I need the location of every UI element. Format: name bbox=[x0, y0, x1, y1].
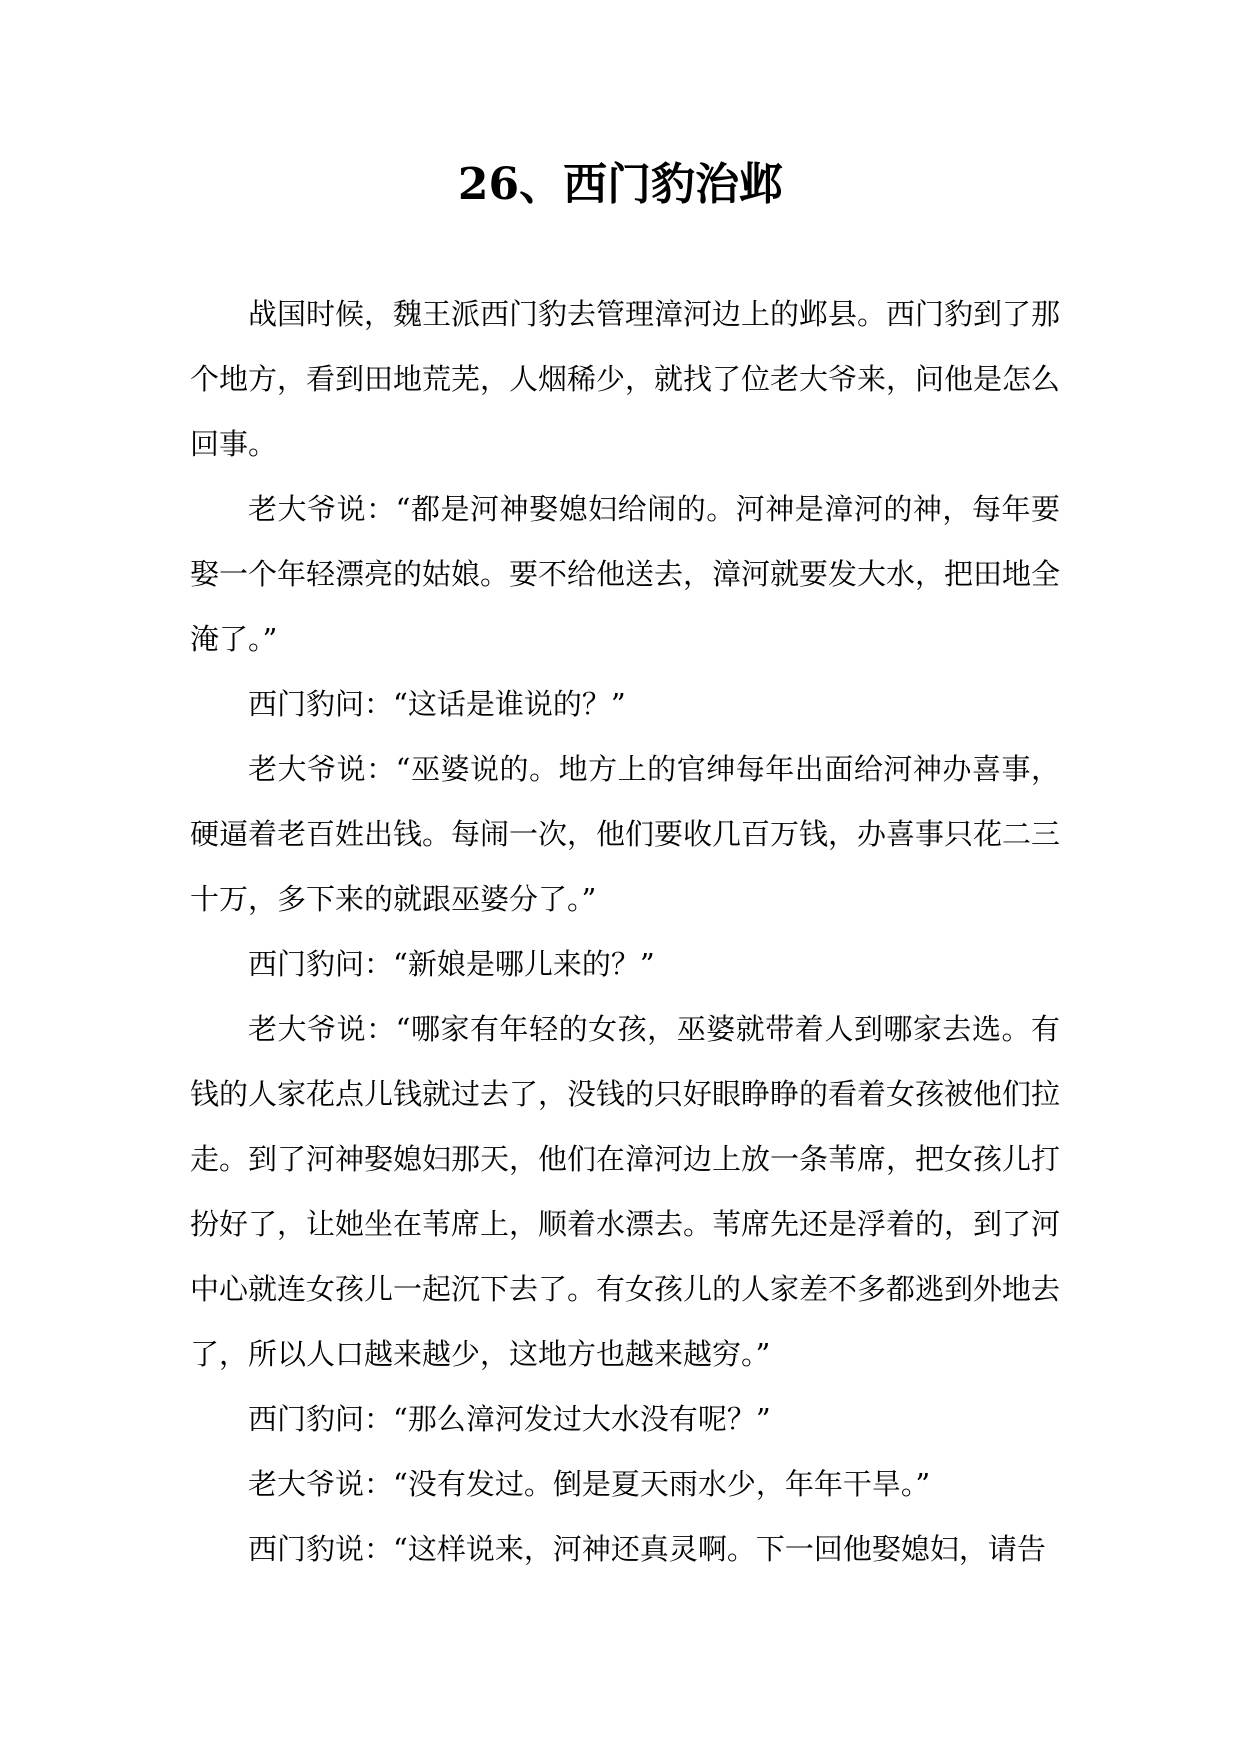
paragraph: 战国时候，魏王派西门豹去管理漳河边上的邺县。西门豹到了那个地方，看到田地荒芜，人烟稀少，就找了位老大爷来，问他是怎么回事。 bbox=[190, 297, 1061, 461]
paragraph: 老大爷说：“没有发过。倒是夏天雨水少，年年干旱。” bbox=[248, 1467, 931, 1501]
paragraph: 西门豹说：“这样说来，河神还真灵啊。下一回他娶媳妇，请告 bbox=[248, 1532, 1046, 1566]
paragraph: 老大爷说：“都是河神娶媳妇给闹的。河神是漳河的神，每年要娶一个年轻漂亮的姑娘。要不给他送去，漳河就要发大水，把田地全淹了。” bbox=[190, 492, 1061, 656]
paragraph: 老大爷说：“巫婆说的。地方上的官绅每年出面给河神办喜事，硬逼着老百姓出钱。每闹一次，他们要收几百万钱，办喜事只花二三十万，多下来的就跟巫婆分了。” bbox=[190, 752, 1061, 916]
document-body bbox=[190, 282, 1060, 1582]
paragraph: 西门豹问：“新娘是哪儿来的？” bbox=[248, 947, 655, 981]
paragraph: 老大爷说：“哪家有年轻的女孩，巫婆就带着人到哪家去选。有钱的人家花点儿钱就过去了，没钱的只好眼睁睁的看着女孩被他们拉走。到了河神娶媳妇那天，他们在漳河边上放一条苇席，把女孩儿打扮好了，让她坐在苇席上，顺着水漂去。苇席先还是浮着的，到了河中心就连女孩儿一起沉下去了。有女孩儿的人家差不多都逃到外地去了，所以人口越来越少，这地方也越来越穷。” bbox=[190, 1012, 1061, 1371]
paragraph: 西门豹问：“那么漳河发过大水没有呢？” bbox=[248, 1402, 771, 1436]
paragraph: 西门豹问：“这话是谁说的？” bbox=[248, 687, 626, 721]
page-title: 26、西门豹治邺 bbox=[457, 159, 784, 210]
